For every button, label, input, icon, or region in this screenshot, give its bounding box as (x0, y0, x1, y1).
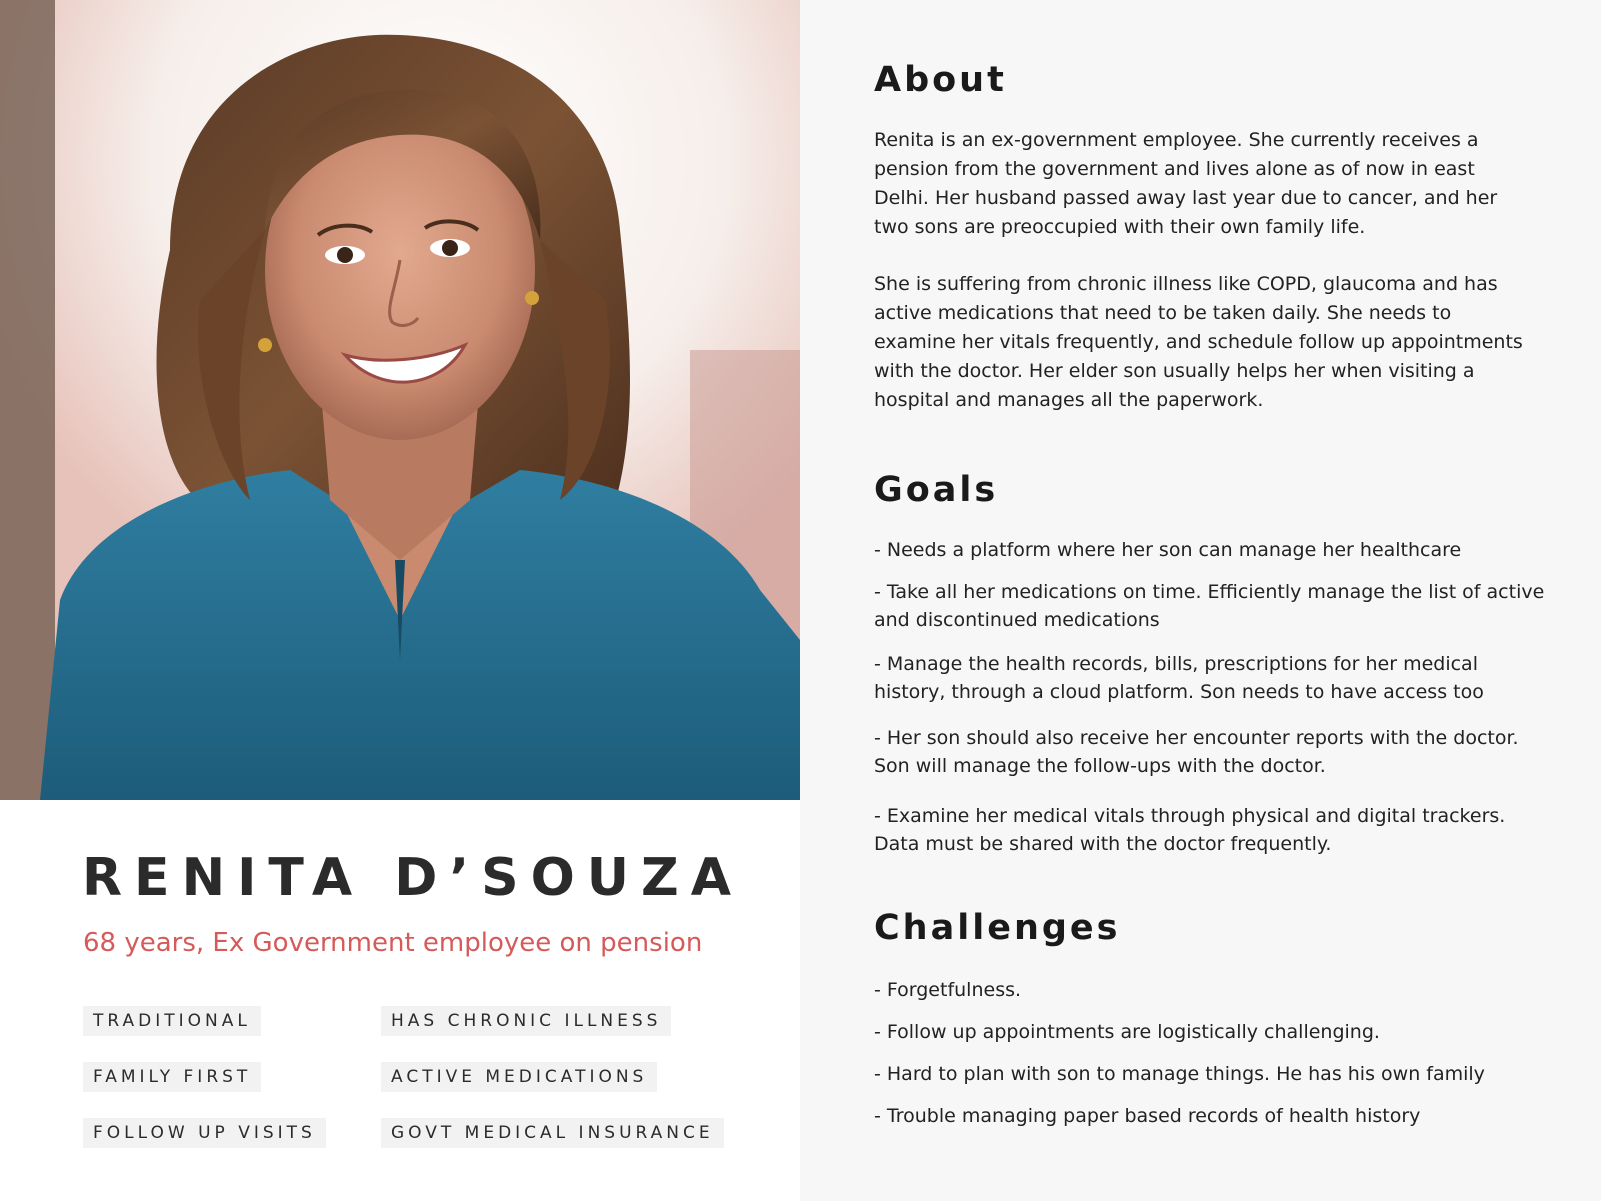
tag-traditional: TRADITIONAL (83, 1006, 261, 1036)
tag-has-chronic-illness: HAS CHRONIC ILLNESS (381, 1006, 671, 1036)
challenge-item: - Forgetfulness. (874, 979, 1022, 1001)
about-paragraph: She is suffering from chronic illness like COPD, glaucoma and has active medications that need to be taken daily. She needs to examine her vitals frequently, and schedule follow up appointments with the doctor. Her elder son usually helps her when visiting a hospital and manages all the paperwork. (874, 273, 1523, 411)
persona-name: RENITA D’SOUZA (82, 848, 743, 908)
profile-panel (0, 0, 800, 1201)
tag-follow-up-visits: FOLLOW UP VISITS (83, 1118, 326, 1148)
goal-item: - Needs a platform where her son can manage her healthcare (874, 539, 1462, 561)
tag-active-medications: ACTIVE MEDICATIONS (381, 1062, 657, 1092)
goals-heading: Goals (874, 470, 999, 510)
profile-photo (0, 0, 800, 800)
goal-item: - Manage the health records, bills, prescriptions for her medical history, through a cloud platform. Son needs to have access too (874, 653, 1484, 703)
goal-item: - Examine her medical vitals through physical and digital trackers. Data must be shared with the doctor frequently. (874, 805, 1506, 855)
portrait-illustration (0, 0, 800, 800)
challenges-heading: Challenges (874, 908, 1121, 948)
persona-subtitle: 68 years, Ex Government employee on pension (83, 928, 703, 958)
goal-item: - Her son should also receive her encounter reports with the doctor. Son will manage the follow-ups with the doctor. (874, 727, 1519, 777)
details-panel (800, 0, 1601, 1201)
tag-govt-medical-insurance: GOVT MEDICAL INSURANCE (381, 1118, 724, 1148)
challenge-item: - Trouble managing paper based records of health history (874, 1105, 1421, 1127)
tag-family-first: FAMILY FIRST (83, 1062, 261, 1092)
challenge-item: - Follow up appointments are logistically challenging. (874, 1021, 1380, 1043)
challenge-item: - Hard to plan with son to manage things. He has his own family (874, 1063, 1485, 1085)
goal-item: - Take all her medications on time. Efficiently manage the list of active and discontinued medications (874, 581, 1545, 631)
about-paragraph: Renita is an ex-government employee. She currently receives a pension from the government and lives alone as of now in east Delhi. Her husband passed away last year due to cancer, and her two sons are preoccupied with their own family life. (874, 129, 1498, 238)
persona-tags (83, 1006, 763, 1148)
about-heading: About (874, 60, 1007, 100)
